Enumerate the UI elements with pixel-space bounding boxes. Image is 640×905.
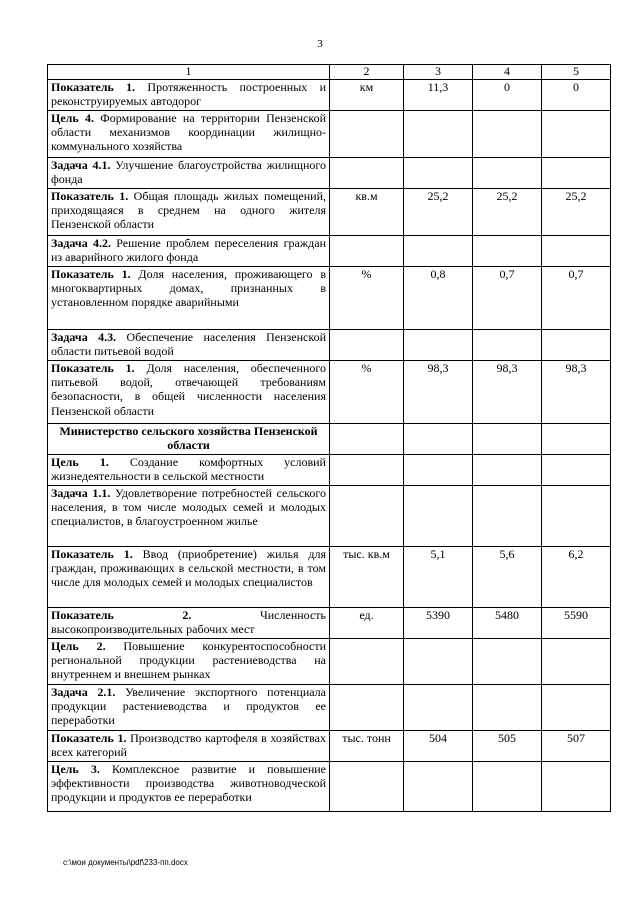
value-cell: 0,7 <box>473 267 542 330</box>
row-label: Цель 3. <box>51 762 100 776</box>
value-cell <box>404 639 473 685</box>
table-row <box>48 361 611 424</box>
row-label: Показатель 1. <box>51 731 127 745</box>
row-description <box>48 330 330 361</box>
row-text: Повышение конкурентоспособности региональной продукции растениеводства на внутреннем и внешнем рынках <box>51 639 326 682</box>
row-text: Численность высокопроизводительных рабочих мест <box>51 608 326 637</box>
value-cell <box>542 236 611 267</box>
row-description <box>48 361 330 424</box>
value-cell: 5480 <box>473 608 542 639</box>
value-cell: 98,3 <box>542 361 611 424</box>
header-cell-4: 4 <box>473 65 542 80</box>
row-description <box>48 80 330 111</box>
unit-cell: км <box>330 80 404 111</box>
row-label: Цель 4. <box>51 111 95 125</box>
file-path-footer: c:\мои документы\pdf\233-пп.docx <box>63 858 188 867</box>
value-cell: 5590 <box>542 608 611 639</box>
value-cell <box>404 685 473 731</box>
value-cell <box>404 455 473 486</box>
value-cell <box>404 762 473 812</box>
value-cell: 0,7 <box>542 267 611 330</box>
value-cell <box>473 236 542 267</box>
row-description <box>48 267 330 330</box>
header-cell-1: 1 <box>48 65 330 80</box>
row-label: Показатель 1. <box>51 189 129 203</box>
value-cell <box>542 685 611 731</box>
row-label: Задача 2.1. <box>51 685 116 699</box>
row-description <box>48 639 330 685</box>
row-description <box>48 547 330 608</box>
value-cell <box>542 158 611 189</box>
value-cell <box>404 486 473 547</box>
row-text: Создание комфортных условий жизнедеятельности в сельской местности <box>51 455 326 484</box>
value-cell: 5,1 <box>404 547 473 608</box>
row-description <box>48 455 330 486</box>
value-cell <box>542 486 611 547</box>
value-cell <box>542 639 611 685</box>
unit-cell <box>330 330 404 361</box>
value-cell: 507 <box>542 731 611 762</box>
table-row <box>48 158 611 189</box>
table-row <box>48 639 611 685</box>
row-description <box>48 731 330 762</box>
value-cell <box>473 762 542 812</box>
value-cell <box>542 762 611 812</box>
value-cell: 5,6 <box>473 547 542 608</box>
value-cell: 98,3 <box>404 361 473 424</box>
unit-cell: % <box>330 267 404 330</box>
value-cell <box>473 111 542 158</box>
value-cell: 25,2 <box>473 189 542 236</box>
row-description <box>48 762 330 812</box>
table-row <box>48 762 611 812</box>
table-row <box>48 608 611 639</box>
value-cell: 5390 <box>404 608 473 639</box>
unit-cell: % <box>330 361 404 424</box>
row-text: Ввод (приобретение) жилья для граждан, проживающих в сельской местности, в том числе для молодых семей и молодых специалистов <box>51 547 326 590</box>
row-label: Показатель 1. <box>51 80 136 94</box>
section-title: Министерство сельского хозяйства Пензенской области <box>48 424 330 455</box>
unit-cell <box>330 236 404 267</box>
row-label: Показатель 2. <box>51 608 192 622</box>
row-description <box>48 486 330 547</box>
row-label: Задача 4.1. <box>51 158 111 172</box>
value-cell: 25,2 <box>542 189 611 236</box>
unit-cell: тыс. кв.м <box>330 547 404 608</box>
table-row <box>48 189 611 236</box>
row-label: Показатель 1. <box>51 361 135 375</box>
header-cell-5: 5 <box>542 65 611 80</box>
value-cell <box>473 455 542 486</box>
row-text: Производство картофеля в хозяйствах всех категорий <box>51 731 326 760</box>
row-text: Удовлетворение потребностей сельского населения, в том числе молодых семей и молодых специалистов, в благоустроенном жилье <box>51 486 326 529</box>
page-number: 3 <box>317 38 323 50</box>
table-row <box>48 685 611 731</box>
value-cell <box>473 685 542 731</box>
empty-cell <box>473 424 542 455</box>
value-cell <box>404 236 473 267</box>
table-row <box>48 547 611 608</box>
value-cell <box>542 330 611 361</box>
row-text: Доля населения, обеспеченного питьевой водой, отвечающей требованиям безопасности, в общей численности населения Пензенской области <box>51 361 326 418</box>
value-cell: 11,3 <box>404 80 473 111</box>
row-text: Решение проблем переселения граждан из аварийного жилого фонда <box>51 236 326 265</box>
value-cell <box>473 486 542 547</box>
header-row <box>48 65 611 80</box>
value-cell: 6,2 <box>542 547 611 608</box>
row-label: Цель 2. <box>51 639 106 653</box>
empty-cell <box>330 424 404 455</box>
table-row <box>48 455 611 486</box>
row-label: Задача 4.2. <box>51 236 111 250</box>
table-row <box>48 267 611 330</box>
value-cell <box>473 330 542 361</box>
row-description <box>48 236 330 267</box>
row-description <box>48 608 330 639</box>
table-row <box>48 80 611 111</box>
row-description <box>48 111 330 158</box>
row-label: Задача 1.1. <box>51 486 111 500</box>
row-label: Показатель 1. <box>51 547 133 561</box>
value-cell <box>404 111 473 158</box>
table-body <box>48 65 611 812</box>
unit-cell <box>330 762 404 812</box>
table-row <box>48 731 611 762</box>
table-row <box>48 111 611 158</box>
row-text: Доля населения, проживающего в многоквартирных домах, признанных в установленном порядке аварийными <box>51 267 326 310</box>
header-cell-2: 2 <box>330 65 404 80</box>
table-row <box>48 236 611 267</box>
unit-cell <box>330 111 404 158</box>
value-cell <box>404 158 473 189</box>
value-cell: 504 <box>404 731 473 762</box>
value-cell <box>473 158 542 189</box>
unit-cell <box>330 486 404 547</box>
table-row <box>48 330 611 361</box>
row-text: Увеличение экспортного потенциала продукции растениеводства и продуктов ее переработки <box>51 685 326 728</box>
value-cell: 98,3 <box>473 361 542 424</box>
row-text: Комплексное развитие и повышение эффективности производства животноводческой продукции и продуктов ее переработки <box>51 762 326 805</box>
row-description <box>48 685 330 731</box>
indicators-table <box>47 64 611 812</box>
row-text: Общая площадь жилых помещений, приходящаяся в среднем на одного жителя Пензенской области <box>51 189 326 232</box>
row-label: Задача 4.3. <box>51 330 117 344</box>
value-cell: 0 <box>542 80 611 111</box>
unit-cell: ед. <box>330 608 404 639</box>
row-text: Формирование на территории Пензенской области механизмов координации жилищно-коммунального хозяйства <box>51 111 327 154</box>
value-cell: 25,2 <box>404 189 473 236</box>
unit-cell <box>330 455 404 486</box>
value-cell <box>404 330 473 361</box>
value-cell: 0,8 <box>404 267 473 330</box>
row-text: Обеспечение населения Пензенской области питьевой водой <box>51 330 326 359</box>
row-description <box>48 158 330 189</box>
section-row <box>48 424 611 455</box>
row-description <box>48 189 330 236</box>
value-cell <box>542 455 611 486</box>
unit-cell <box>330 639 404 685</box>
row-text: Улучшение благоустройства жилищного фонда <box>51 158 326 187</box>
row-text: Протяженность построенных и реконструируемых автодорог <box>51 80 326 109</box>
empty-cell <box>404 424 473 455</box>
table-row <box>48 486 611 547</box>
value-cell: 0 <box>473 80 542 111</box>
value-cell <box>542 111 611 158</box>
empty-cell <box>542 424 611 455</box>
unit-cell <box>330 158 404 189</box>
value-cell <box>473 639 542 685</box>
row-label: Показатель 1. <box>51 267 131 281</box>
unit-cell: кв.м <box>330 189 404 236</box>
header-cell-3: 3 <box>404 65 473 80</box>
row-label: Цель 1. <box>51 455 109 469</box>
unit-cell: тыс. тонн <box>330 731 404 762</box>
unit-cell <box>330 685 404 731</box>
value-cell: 505 <box>473 731 542 762</box>
